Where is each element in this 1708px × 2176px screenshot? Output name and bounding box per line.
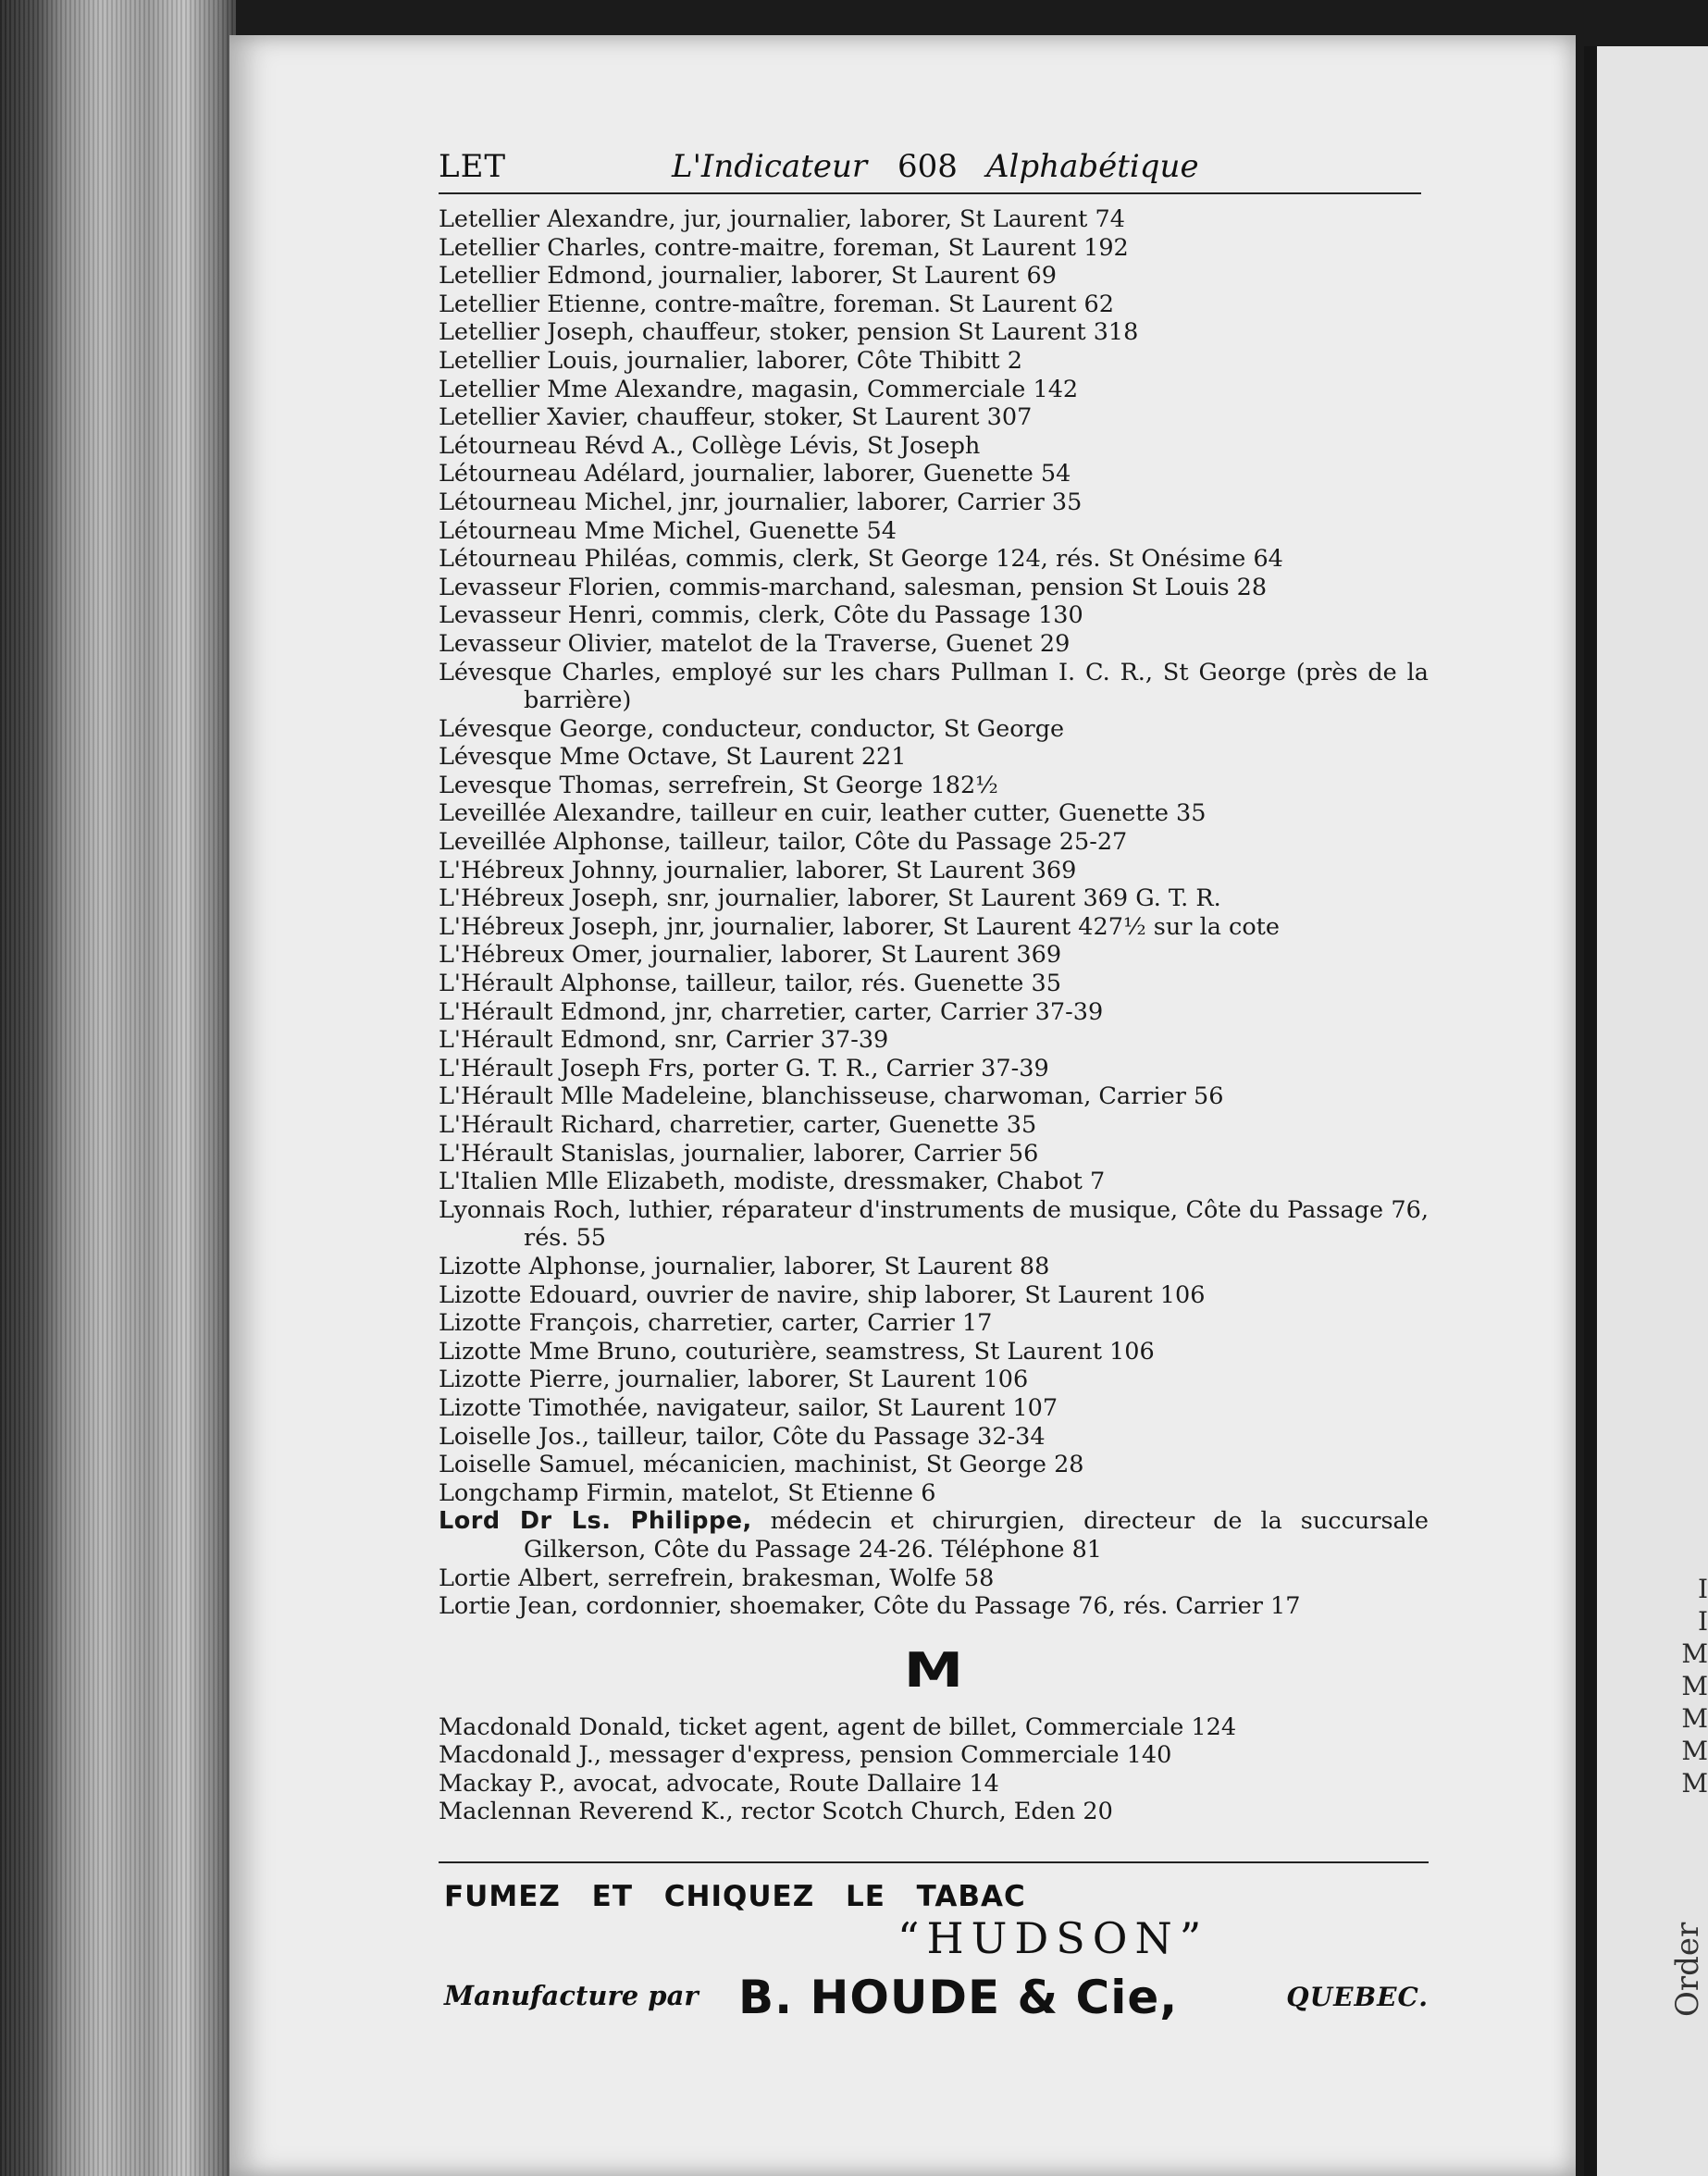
margin-mark: M — [1681, 1703, 1708, 1734]
directory-entry: Leveillée Alexandre, tailleur en cuir, leather cutter, Guenette 35 — [439, 799, 1207, 828]
directory-entry: Lyonnais Roch, luthier, réparateur d'instruments de musique, Côte du Passage 76, rés. 55 — [439, 1195, 1429, 1253]
directory-entry: Lizotte François, charretier, carter, Carrier 17 — [439, 1309, 993, 1338]
directory-entry: Letellier Etienne, contre-maître, foreman. St Laurent 62 — [439, 290, 1114, 318]
directory-entry: Lizotte Pierre, journalier, laborer, St Laurent 106 — [439, 1366, 1029, 1394]
directory-entry: L'Hérault Stanislas, journalier, laborer, Carrier 56 — [439, 1139, 1039, 1168]
directory-entry: Loiselle Samuel, mécanicien, machinist, St George 28 — [439, 1451, 1084, 1479]
directory-entry: Lizotte Timothée, navigateur, sailor, St Laurent 107 — [439, 1393, 1058, 1422]
advertisement-footer — [444, 1971, 1429, 2026]
adjacent-page-margin — [1680, 1573, 1708, 1799]
margin-mark: M — [1681, 1768, 1708, 1799]
directory-entry: L'Italien Mlle Elizabeth, modiste, dressmaker, Chabot 7 — [439, 1168, 1106, 1196]
directory-entry: Lévesque Charles, employé sur les chars Pullman I. C. R., St George (près de la barrière) — [439, 658, 1429, 715]
directory-entry: L'Hérault Joseph Frs, porter G. T. R., Carrier 37-39 — [439, 1054, 1049, 1082]
directory-entry: Macdonald J., messager d'express, pension Commerciale 140 — [439, 1741, 1172, 1770]
adjacent-page-spine-text: Order — [1669, 1922, 1706, 2017]
advertisement-city: QUEBEC. — [1286, 1982, 1429, 2012]
entry-bold-name: Lord Dr Ls. Philippe, — [439, 1507, 752, 1536]
directory-entry: Letellier Joseph, chauffeur, stoker, pension St Laurent 318 — [439, 318, 1139, 347]
directory-entry: Lortie Jean, cordonnier, shoemaker, Côte du Passage 76, rés. Carrier 17 — [439, 1592, 1301, 1621]
entries-list-m — [439, 1713, 1429, 1826]
page-number: 608 — [897, 148, 958, 185]
directory-entry: L'Hérault Edmond, snr, Carrier 37-39 — [439, 1026, 889, 1055]
directory-entry: Lizotte Mme Bruno, couturière, seamstress, St Laurent 106 — [439, 1337, 1155, 1366]
directory-entry: L'Hébreux Joseph, jnr, journalier, laborer, St Laurent 427½ sur la cote — [439, 912, 1281, 941]
directory-entry: Létourneau Michel, jnr, journalier, laborer, Carrier 35 — [439, 488, 1083, 516]
margin-mark: M — [1681, 1638, 1708, 1669]
directory-entry: Maclennan Reverend K., rector Scotch Church, Eden 20 — [439, 1798, 1113, 1826]
directory-entry: Macdonald Donald, ticket agent, agent de billet, Commerciale 124 — [439, 1712, 1237, 1741]
directory-entry: Lizotte Edouard, ouvrier de navire, ship laborer, St Laurent 106 — [439, 1280, 1206, 1309]
advertisement-manufacture-label: Manufacture par — [444, 1980, 699, 2011]
directory-entry: Levasseur Olivier, matelot de la Traverse, Guenet 29 — [439, 629, 1071, 658]
directory-entry: Letellier Charles, contre-maitre, foreman, St Laurent 192 — [439, 233, 1129, 262]
directory-entry: Letellier Xavier, chauffeur, stoker, St Laurent 307 — [439, 403, 1033, 432]
entries-list-l — [439, 205, 1429, 1507]
directory-entry: L'Hérault Edmond, jnr, charretier, carter, Carrier 37-39 — [439, 997, 1104, 1026]
directory-entry: Levasseur Florien, commis-marchand, salesman, pension St Louis 28 — [439, 573, 1268, 601]
directory-entry: Lévesque Mme Octave, St Laurent 221 — [439, 743, 907, 772]
advertisement-rule — [439, 1861, 1429, 1863]
directory-entry: Lortie Albert, serrefrein, brakesman, Wolfe 58 — [439, 1564, 995, 1592]
section-abbrev: LET — [439, 148, 507, 185]
directory-entry: Loiselle Jos., tailleur, tailor, Côte du Passage 32-34 — [439, 1422, 1046, 1451]
directory-entry: Létourneau Mme Michel, Guenette 54 — [439, 516, 897, 545]
directory-entry: Levesque Thomas, serrefrein, St George 182½ — [439, 771, 998, 799]
directory-entry: Levasseur Henri, commis, clerk, Côte du Passage 130 — [439, 601, 1083, 630]
directory-entry: Létourneau Philéas, commis, clerk, St George 124, rés. St Onésime 64 — [439, 545, 1283, 574]
directory-entry: L'Hérault Alphonse, tailleur, tailor, rés. Guenette 35 — [439, 970, 1061, 998]
margin-mark: I — [1697, 1574, 1708, 1604]
directory-entry: L'Hébreux Joseph, snr, journalier, laborer, St Laurent 369 G. T. R. — [439, 884, 1221, 913]
section-letter-m: M — [903, 1642, 964, 1699]
directory-entry: Létourneau Révd A., Collège Lévis, St Joseph — [439, 431, 981, 460]
directory-entry: Letellier Mme Alexandre, magasin, Commerciale 142 — [439, 375, 1079, 403]
directory-entry: Letellier Louis, journalier, laborer, Côte Thibitt 2 — [439, 346, 1022, 375]
margin-mark: M — [1681, 1671, 1708, 1701]
directory-entries — [439, 205, 1429, 1826]
directory-entry: Mackay P., avocat, advocate, Route Dallaire 14 — [439, 1769, 999, 1798]
directory-entry: Letellier Edmond, journalier, laborer, St Laurent 69 — [439, 262, 1057, 291]
directory-entry: L'Hébreux Johnny, journalier, laborer, St Laurent 369 — [439, 856, 1077, 884]
advertisement-headline: FUMEZ ET CHIQUEZ LE TABAC — [444, 1880, 1026, 1913]
margin-mark: I — [1697, 1606, 1708, 1637]
directory-entry: Longchamp Firmin, matelot, St Etienne 6 — [439, 1478, 936, 1507]
directory-entry: Letellier Alexandre, jur, journalier, laborer, St Laurent 74 — [439, 205, 1125, 233]
page-subtitle: Alphabétique — [986, 148, 1199, 185]
book-page-edges — [0, 0, 236, 2176]
directory-entry: L'Hérault Mlle Madeleine, blanchisseuse, charwoman, Carrier 56 — [439, 1082, 1224, 1111]
entries-list-l2 — [439, 1564, 1429, 1621]
directory-entry: Lizotte Alphonse, journalier, laborer, St Laurent 88 — [439, 1252, 1050, 1280]
directory-entry: Leveillée Alphonse, tailleur, tailor, Côte du Passage 25-27 — [439, 828, 1128, 857]
margin-mark: M — [1681, 1736, 1708, 1766]
directory-entry: L'Hérault Richard, charretier, carter, Guenette 35 — [439, 1111, 1037, 1139]
adjacent-page — [1584, 46, 1708, 2176]
entry-text: médecin et chirurgien, directeur de la succursale Gilkerson, Côte du Passage 24-26. Téléphone 81 — [524, 1507, 1429, 1564]
advertisement-brand: “HUDSON” — [897, 1913, 1209, 1963]
advertisement-company: B. HOUDE & Cie, — [738, 1971, 1179, 2024]
page-title: L'Indicateur — [672, 148, 868, 185]
directory-entry: L'Hébreux Omer, journalier, laborer, St Laurent 369 — [439, 941, 1062, 970]
directory-entry: Lévesque George, conducteur, conductor, St George — [439, 714, 1065, 743]
directory-entry: Létourneau Adélard, journalier, laborer, Guenette 54 — [439, 460, 1071, 488]
page-header — [439, 148, 1421, 194]
directory-entry-lord — [439, 1507, 1429, 1564]
